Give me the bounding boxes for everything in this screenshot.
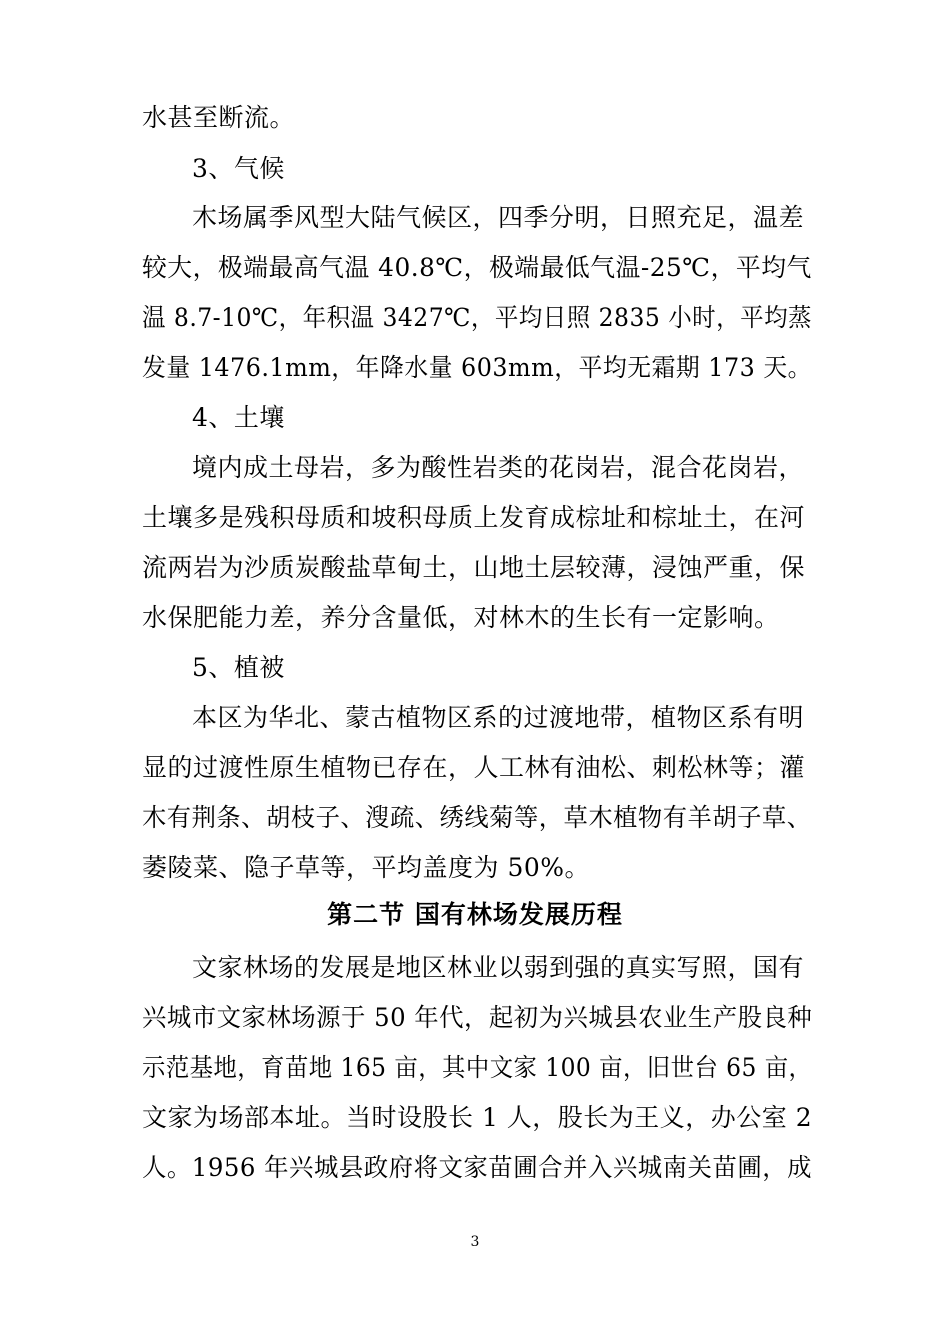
section-item-climate: 3、气候 xyxy=(192,154,285,183)
text-line: 发量 1476.1mm，年降水量 603mm，平均无霜期 173 天。 xyxy=(142,353,813,382)
text-line: 显的过渡性原生植物已存在，人工林有油松、刺松林等；灌 xyxy=(142,753,806,782)
text-line: 境内成土母岩，多为酸性岩类的花岗岩，混合花岗岩， xyxy=(192,453,805,482)
text-line: 示范基地，育苗地 165 亩，其中文家 100 亩，旧世台 65 亩， xyxy=(142,1053,813,1082)
text-line: 兴城市文家林场源于 50 年代，起初为兴城县农业生产股良种 xyxy=(142,1003,813,1032)
text-line: 文家林场的发展是地区林业以弱到强的真实写照，国有 xyxy=(192,953,805,982)
text-line: 温 8.7-10℃，年积温 3427℃，平均日照 2835 小时，平均蒸 xyxy=(142,303,812,332)
text-line: 本区为华北、蒙古植物区系的过渡地带，植物区系有明 xyxy=(192,703,805,732)
section-item-vegetation: 5、植被 xyxy=(192,653,285,682)
text-line: 水甚至断流。 xyxy=(142,103,296,132)
text-line: 水保肥能力差，养分含量低，对林木的生长有一定影响。 xyxy=(142,603,780,632)
text-line: 人。1956 年兴城县政府将文家苗圃合并入兴城南关苗圃，成 xyxy=(142,1153,813,1182)
text-line: 土壤多是残积母质和坡积母质上发育成棕址和棕址土，在河 xyxy=(142,503,806,532)
text-line: 萎陵菜、隐子草等，平均盖度为 50%。 xyxy=(142,853,591,882)
text-line: 木有荆条、胡枝子、溲疏、绣线菊等，草木植物有羊胡子草、 xyxy=(142,803,812,832)
text-line: 文家为场部本址。当时设股长 1 人，股长为王义，办公室 2 xyxy=(142,1103,813,1132)
text-line: 流两岩为沙质炭酸盐草甸土，山地土层较薄，浸蚀严重，保 xyxy=(142,553,806,582)
section-item-soil: 4、土壤 xyxy=(192,403,285,432)
page-number: 3 xyxy=(470,1234,480,1250)
section-heading: 第二节 国有林场发展历程 xyxy=(327,900,623,929)
text-line: 木场属季风型大陆气候区，四季分明，日照充足，温差 xyxy=(192,203,805,232)
text-line: 较大，极端最高气温 40.8℃，极端最低气温-25℃，平均气 xyxy=(142,253,812,282)
